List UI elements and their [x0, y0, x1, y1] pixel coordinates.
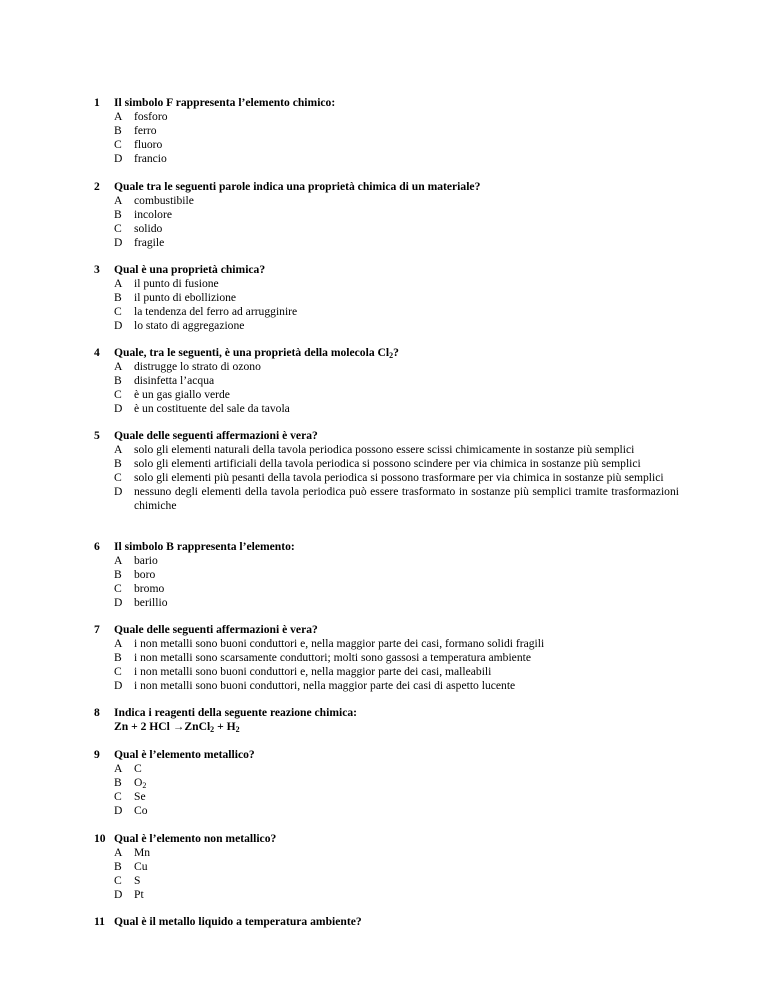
question-number: 9 [94, 748, 100, 761]
question-2 [94, 180, 679, 250]
option-c: C è un gas giallo verde [114, 387, 230, 401]
option-d: D fragile [114, 235, 165, 249]
question-number: 6 [94, 540, 100, 553]
option-d: D i non metalli sono buoni conduttori, nella maggior parte dei casi di aspetto lucente [114, 678, 516, 692]
question-text: Qual è una proprietà chimica? [114, 263, 266, 276]
arrow-icon: → [172, 719, 185, 733]
question-number: 2 [94, 180, 100, 193]
question-number: 5 [94, 429, 100, 442]
option-b: B $O_2$ [114, 775, 147, 790]
option-c: C fluoro [114, 137, 163, 151]
option-b: B incolore [114, 207, 172, 221]
question-text: Il simbolo F rappresenta l’elemento chimico: [114, 96, 336, 109]
option-b: B Cu [114, 859, 148, 873]
question-number: 7 [94, 623, 100, 636]
option-a: A i non metalli sono buoni conduttori e, nella maggior parte dei casi, formano solidi fragili [114, 636, 545, 650]
option-b: B solo gli elementi artificiali della tavola periodica si possono scindere per via chimica in sostanze più semplici [114, 456, 641, 470]
option-c: C la tendenza del ferro ad arrugginire [114, 304, 298, 318]
question-number: 11 [94, 915, 105, 928]
option-b: B i non metalli sono scarsamente conduttori; molti sono gassosi a temperatura ambiente [114, 650, 531, 664]
option-d: D nessuno degli elementi della tavola periodica può essere trasformato in sostanze più semplici tramite trasformazioni chimiche [114, 484, 679, 512]
question-text: Indica i reagenti della seguente reazione chimica: [114, 706, 358, 719]
question-text: Quale delle seguenti affermazioni è vera? [114, 429, 318, 442]
option-b: B disinfetta l’acqua [114, 373, 215, 387]
option-c: C solo gli elementi più pesanti della tavola periodica si possono trasformare per via chimica in sostanze più semplici [114, 470, 664, 484]
question-number: 1 [94, 96, 100, 109]
option-c: C S [114, 873, 141, 887]
question-1 [94, 96, 679, 166]
option-a: A solo gli elementi naturali della tavola periodica possono essere scissi chimicamente in sostanze più semplici [114, 442, 635, 456]
question-number: 3 [94, 263, 100, 276]
option-b: B il punto di ebollizione [114, 290, 237, 304]
option-d: D lo stato di aggregazione [114, 318, 245, 332]
option-c: C solido [114, 221, 163, 235]
question-number: 8 [94, 706, 100, 719]
option-b: B boro [114, 567, 156, 581]
option-b: B ferro [114, 123, 157, 137]
option-a: A C [114, 761, 142, 775]
option-a: A bario [114, 553, 158, 567]
question-text: Qual è l’elemento non metallico? [114, 832, 277, 845]
question-text: Qual è il metallo liquido a temperatura ambiente? [114, 915, 362, 928]
question-text: Qual è l’elemento metallico? [114, 748, 255, 761]
question-text: Quale tra le seguenti parole indica una proprietà chimica di un materiale? [114, 180, 481, 193]
question-6 [94, 540, 679, 610]
option-a: A Mn [114, 845, 151, 859]
question-text: Il simbolo B rappresenta l’elemento: [114, 540, 295, 553]
question-text: Quale delle seguenti affermazioni è vera? [114, 623, 318, 636]
question-11 [94, 915, 679, 929]
question-3 [94, 263, 679, 333]
option-d: D è un costituente del sale da tavola [114, 401, 290, 415]
question-9 [94, 748, 679, 818]
option-d: D Co [114, 803, 148, 817]
option-c: C bromo [114, 581, 165, 595]
option-a: A il punto di fusione [114, 276, 219, 290]
question-number: 10 [94, 832, 106, 845]
question-7 [94, 623, 679, 693]
question-text: Quale, tra le seguenti, è una proprietà della molecola $Cl_2$? [114, 346, 399, 360]
option-c: C Se [114, 789, 146, 803]
option-d: D Pt [114, 887, 144, 901]
option-a: A distrugge lo strato di ozono [114, 359, 261, 373]
question-number: 4 [94, 346, 100, 359]
question-4 [94, 346, 679, 416]
question-8 [94, 706, 679, 734]
option-d: D francio [114, 151, 167, 165]
option-c: C i non metalli sono buoni conduttori e, nella maggior parte dei casi, malleabili [114, 664, 492, 678]
reaction-equation: Zn + 2 HCl →ZnCl$_2$ + $H_2$ [114, 719, 240, 734]
option-d: D berillio [114, 595, 168, 609]
question-10 [94, 832, 679, 902]
option-a: A combustibile [114, 193, 194, 207]
option-a: A fosforo [114, 109, 168, 123]
question-5 [94, 429, 679, 512]
